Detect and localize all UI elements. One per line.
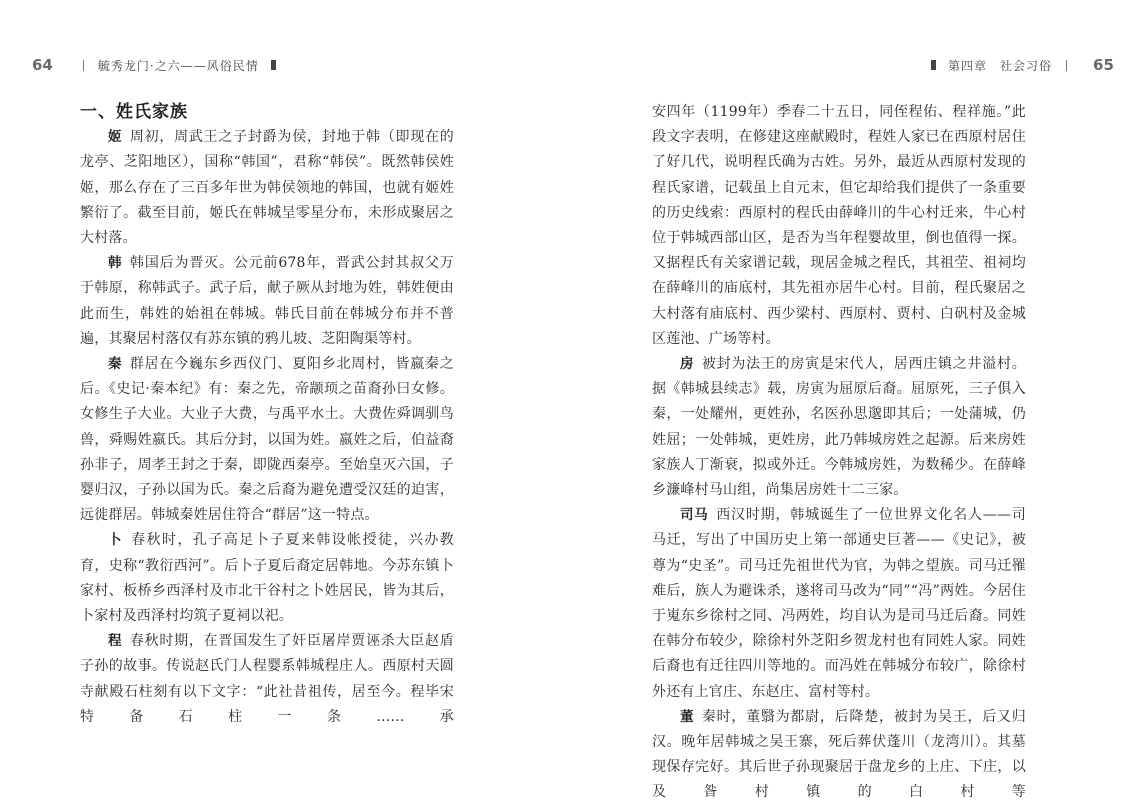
entry-fang [652,352,1026,503]
right-text-column [652,100,1026,806]
left-running-header [32,55,288,75]
entry-qin [80,352,454,528]
entry-text: 群居在今巍东乡西仪门、夏阳乡北周村，皆嬴秦之后。《史记·秦本纪》有：秦之先，帝颛顼之苗裔孙曰女修。女修生子大业。大业子大费，与禹平水土。大费佐舜调驯鸟兽，舜赐姓嬴氏。其后分封，以国为姓。嬴姓之后，伯益裔孙非子，周孝王封之于秦，即陇西秦亭。至始皇灭六国，子婴归汉，子孙以国为氏。秦之后裔为避免遭受汉廷的迫害，远徙群居。韩城秦姓居住符合“群居”这一特点。 [80,356,454,524]
header-divider [83,60,84,71]
surname-heading: 姬 [108,129,123,146]
entry-text: 春秋时，孔子高足卜子夏来韩设帐授徒，兴办教育，史称“教衍西河”。后卜子夏后裔定居韩地。今苏东镇卜家村、板桥乡西泽村及市北干谷村之卜姓居民，皆为其后，卜家村及西泽村均筑子夏祠以祀。 [80,532,454,625]
entry-text: 春秋时期，在晋国发生了奸臣屠岸贾诬杀大臣赵盾子孙的故事。传说赵氏门人程婴系韩城程庄人。西原村天圆寺献殿石柱刻有以下文字：“此社昔祖传，居至今。程毕宋特备石柱一条……承 [80,633,454,725]
entry-text: 被封为法王的房寅是宋代人，居西庄镇之井溢村。据《韩城县续志》载，房寅为屈原后裔。屈原死，三子俱入秦，一处耀州，更姓孙，名医孙思邈即其后；一处蒲城，仍姓屈；一处韩城，更姓房，此乃韩城房姓之起源。后来房姓家族人丁渐衰，拟或外迁。今韩城房姓，为数稀少。在薛峰乡濂峰村马山组，尚集居房姓十二三家。 [652,356,1026,499]
entry-text: 秦时，董翳为都尉，后降楚，被封为吴王，后又归汉。晚年居韩城之吴王寨，死后葬伏蓬川（龙湾川）。其墓现保存完好。其后世子孙现聚居于盘龙乡的上庄、下庄，以及昝村镇的白村等 [652,708,1026,801]
entry-text: 周初，周武王之子封爵为侯，封地于韩（即现在的龙亭、芝阳地区），国称“韩国”，君称“韩侯”。既然韩侯姓姬，那么存在了三百多年世为韩侯领地的韩国，也就有姬姓繁衍了。截至目前，姬氏在韩城呈零星分布，未形成聚居之大村落。 [80,129,454,247]
entry-text: 西汉时期，韩城诞生了一位世界文化名人——司马迁，写出了中国历史上第一部通史巨著——《史记》，被尊为“史圣”。司马迁先祖世代为官，为韩之望族。司马迁罹难后，族人为避诛杀，遂将司马改为“同”“冯”两姓。今居住于嵬东乡徐村之同、冯两姓，均自认为是司马迁后裔。同姓在韩分布较少，除徐村外芝阳乡贺龙村也有同姓人家。同姓后裔也有迁往四川等地的。而冯姓在韩城分布较广，除徐村外还有上官庄、东赵庄、富村等村。 [652,507,1026,700]
right-page [566,0,1133,799]
left-text-column [80,100,454,730]
right-page-number: 65 [1093,56,1114,74]
header-block-mark [271,60,276,70]
right-running-header [919,55,1114,75]
entry-sima [652,503,1026,705]
entry-bu [80,528,454,629]
surname-heading: 卜 [108,532,123,549]
right-running-title: 第四章 社会习俗 [948,58,1053,73]
entry-cheng [80,629,454,730]
surname-heading: 程 [108,633,123,650]
left-page-number: 64 [32,56,53,74]
surname-heading: 董 [680,708,695,725]
entry-han [80,251,454,352]
continuation-paragraph: 安四年（1199年）季春二十五日，同侄程佑、程祥施。”此段文字表明，在修建这座献殿时，程姓人家已在西原村居住了好几代，说明程氏确为古姓。另外，最近从西原村发现的程氏家谱，记载虽上自元末，但它却给我们提供了一条重要的历史线索：西原村的程氏由薛峰川的牛心村迁来，牛心村位于韩城西部山区，是否为当年程婴故里，倒也值得一探。又据程氏有关家谱记载，现居金城之程氏，其祖茔、祖祠均在薛峰川的庙底村，其先祖亦居牛心村。目前，程氏聚居之大村落有庙底村、西少梁村、西原村、贾村、白矾村及金城区莲池、广场等村。 [652,104,1026,347]
entry-ji [80,125,454,251]
entry-dong [652,705,1026,806]
header-divider [1066,60,1067,71]
left-page [0,0,566,799]
section-title: 一、姓氏家族 [80,102,188,122]
surname-heading: 司马 [680,507,709,524]
surname-heading: 房 [680,356,695,373]
entry-text: 韩国后为晋灭。公元前678年，晋武公封其叔父万于韩原，称韩武子。武子后，献子厥从封地为姓，韩姓便由此而生，韩姓的始祖在韩城。韩氏目前在韩城分布并不普遍，其聚居村落仅有苏东镇的鸦儿坡、芝阳陶渠等村。 [80,255,454,347]
surname-heading: 韩 [108,255,123,272]
left-running-title: 毓秀龙门·之六——风俗民情 [97,58,259,73]
surname-heading: 秦 [108,356,123,373]
header-block-mark [931,60,936,70]
